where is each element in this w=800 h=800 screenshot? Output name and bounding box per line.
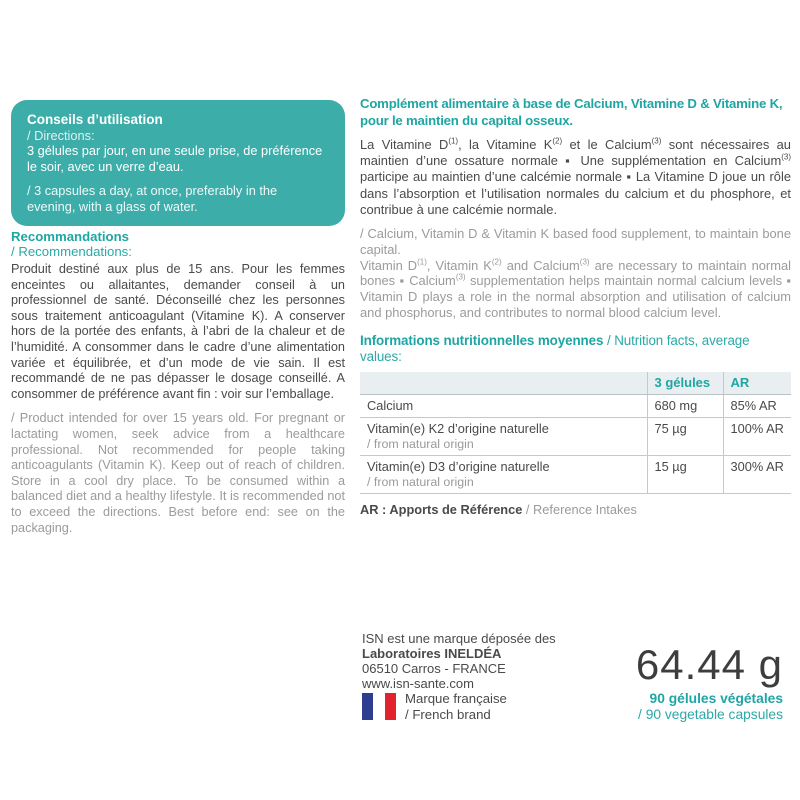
footnote-ref-3: (3)	[651, 136, 662, 146]
nutrition-heading-en: / Nutrition facts, average values:	[360, 332, 750, 364]
directions-title-fr: Conseils d’utilisation	[27, 112, 163, 127]
product-description-title	[360, 95, 791, 129]
column-header-nutrient	[360, 372, 647, 395]
nutrient-ar: 85% AR	[723, 394, 791, 418]
flag-blue-stripe	[362, 693, 373, 720]
description-fr-text: et le Calcium	[562, 137, 652, 152]
trademark-line: ISN est une marque déposée des	[362, 631, 556, 646]
company-name: Laboratoires INELDÉA	[362, 646, 502, 661]
footnote-ref-1: (1)	[417, 257, 427, 267]
nutrient-label-fr: Vitamin(e) K2 d’origine naturelle	[367, 421, 549, 437]
footnote-fr: AR : Apports de Référence	[360, 502, 523, 518]
website-url: www.isn-sante.com	[362, 676, 474, 691]
french-brand-label-fr: Marque française	[405, 691, 507, 706]
description-en-text: are necessary to maintain normal bones ▪ Calcium	[360, 257, 791, 289]
directions-box	[11, 100, 345, 226]
table-row-vitamin-k2	[360, 418, 791, 456]
description-en-text: Vitamin D	[360, 257, 418, 273]
nutrient-amount: 75 µg	[647, 418, 723, 456]
recommendations-title-fr: Recommandations	[11, 229, 129, 244]
directions-title-en: / Directions:	[27, 128, 95, 143]
recommendations-title-en: / Recommendations:	[11, 244, 132, 259]
footnote-en: / Reference Intakes	[522, 502, 637, 518]
reference-intakes-footnote	[360, 502, 791, 517]
description-fr-text: La Vitamine D	[360, 137, 449, 152]
description-en-text: and Calcium	[501, 257, 580, 273]
table-row-calcium	[360, 394, 791, 418]
footnote-ref-2: (2)	[491, 257, 502, 267]
directions-body-en: / 3 capsules a day, at once, preferably in the evening, with a glass of water.	[27, 183, 278, 214]
nutrient-amount: 15 µg	[647, 456, 723, 494]
nutrition-section	[360, 333, 791, 518]
capsule-count-en: / 90 vegetable capsules	[638, 706, 783, 722]
nutrient-label-fr: Calcium	[367, 397, 414, 413]
description-fr-text: sont nécessaires au maintien d’une ossature normale ▪ Une supplémentation en Calcium	[360, 137, 791, 169]
nutrient-label	[360, 456, 647, 494]
recommendations-body-en: / Product intended for over 15 years old. For pregnant or lactating women, seek advice from a healthcare professional. Not recommended for people taking anticoagulants (Vitamin K). Keep out of reach of children. Store in a cool dry place. To be consumed within a balanced diet and a healthy lifestyle. It is recommended not to exceed the directions. Best before end: see on the packaging.	[11, 411, 345, 535]
nutrient-label-en: / from natural origin	[367, 474, 474, 489]
flag-red-stripe	[385, 693, 396, 720]
right-column	[360, 95, 791, 517]
footnote-ref-3: (3)	[579, 257, 590, 267]
recommendations-section	[11, 229, 345, 536]
capsule-count	[638, 691, 783, 722]
nutrient-ar: 100% AR	[723, 418, 791, 456]
nutrient-label-en: / from natural origin	[367, 436, 474, 451]
french-brand-row	[362, 691, 507, 722]
french-brand-label	[405, 691, 507, 722]
footnote-ref-2: (2)	[552, 136, 563, 146]
table-row-vitamin-d3	[360, 456, 791, 494]
french-flag-icon	[362, 693, 396, 720]
nutrition-heading	[360, 333, 791, 365]
description-title-line2: pour le maintien du capital osseux.	[360, 113, 573, 128]
footnote-ref-1: (1)	[448, 136, 459, 146]
capsule-count-fr: 90 gélules végétales	[649, 691, 783, 706]
description-title-line1: Complément alimentaire à base de Calcium, Vitamine D & Vitamine K,	[360, 96, 783, 111]
nutrient-label	[360, 394, 647, 418]
nutrition-table	[360, 372, 791, 495]
description-fr-text: participe au maintien d’une calcémie normale ▪ La Vitamine D joue un rôle dans l’absorption et l’utilisation normales du calcium et du phosphore, et contribue à une calcémie normale.	[360, 169, 791, 217]
nutrition-header-row	[360, 372, 791, 395]
french-brand-label-en: / French brand	[405, 706, 491, 722]
description-en-text: supplementation helps maintain normal calcium levels ▪ Vitamin D plays a role in the normal absorption and utilisation of calcium and phosphorus, and contributes to normal blood calcium level.	[360, 273, 791, 320]
column-header-ar: AR	[723, 372, 791, 395]
net-weight: 64.44 g	[635, 641, 783, 688]
nutrient-amount: 680 mg	[647, 394, 723, 418]
company-address: 06510 Carros - FRANCE	[362, 661, 506, 676]
nutrition-heading-fr: Informations nutritionnelles moyennes	[360, 332, 604, 348]
footnote-ref-3: (3)	[455, 273, 466, 283]
description-body-fr	[360, 137, 791, 218]
description-en-body	[360, 258, 791, 321]
description-body-en	[360, 226, 791, 321]
directions-body-fr: 3 gélules par jour, en une seule prise, de préférence le soir, avec un verre d’eau.	[27, 143, 323, 174]
column-header-serving: 3 gélules	[647, 372, 723, 395]
nutrient-label-fr: Vitamin(e) D3 d’origine naturelle	[367, 459, 550, 475]
nutrient-label	[360, 418, 647, 456]
description-en-intro: / Calcium, Vitamin D & Vitamin K based food supplement, to maintain bone capital.	[360, 226, 791, 257]
brand-block	[362, 631, 556, 691]
footnote-ref-3: (3)	[781, 152, 791, 162]
nutrient-ar: 300% AR	[723, 456, 791, 494]
recommendations-body-fr: Produit destiné aux plus de 15 ans. Pour les femmes enceintes ou allaitantes, demander conseil à un professionnel de santé. Déconseillé chez les personnes sous traitement anticoagulant (Vitamine K). A conserver hors de la portée des enfants, à l’abri de la chaleur et de l’humidité. A consommer dans le cadre d’une alimentation variée et équilibrée, et d’un mode de vie sain. Il est recommandé de ne pas dépasser le dosage conseillé. A consommer de préférence avant fin : voir sur l’emballage.	[11, 262, 345, 401]
description-fr-text: , la Vitamine K	[458, 137, 553, 152]
description-en-text: , Vitamin K	[426, 257, 492, 273]
